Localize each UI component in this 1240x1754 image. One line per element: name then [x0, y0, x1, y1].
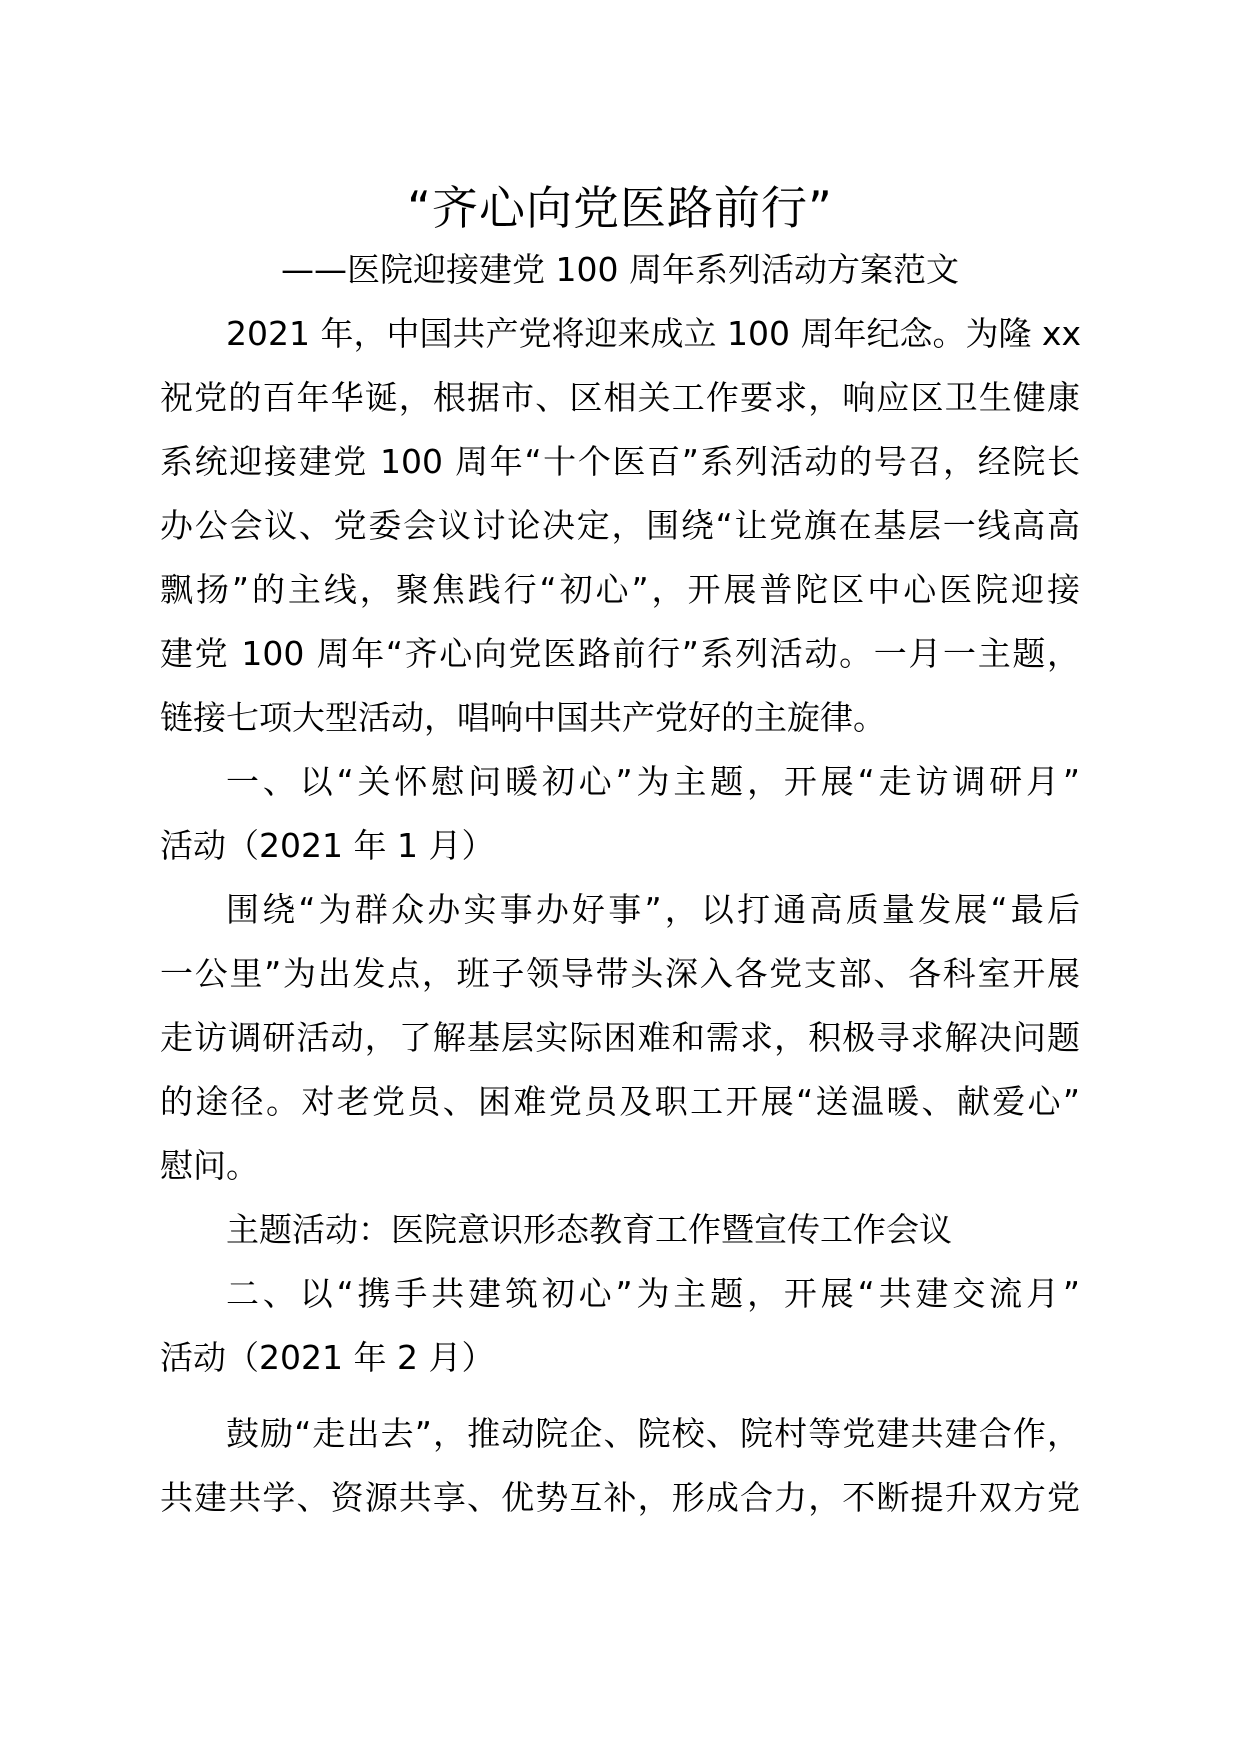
paragraph-line: 鼓励“走出去”，推动院企、院校、院村等党建共建合作， [226, 1414, 1080, 1453]
paragraph-line: 建党 100 周年“齐心向党医路前行”系列活动。一月一主题， [160, 634, 1080, 673]
paragraph-line: 链接七项大型活动，唱响中国共产党好的主旋律。 [160, 698, 886, 737]
document-subtitle: ——医院迎接建党 100 周年系列活动方案范文 [281, 250, 959, 289]
paragraph-line: 2021 年，中国共产党将迎来成立 100 周年纪念。为隆 xx [226, 314, 1081, 353]
section-heading-line: 二、以“携手共建筑初心”为主题，开展“共建交流月” [226, 1274, 1080, 1313]
section-heading-line: 活动（2021 年 1 月） [160, 826, 495, 865]
paragraph-line: 的途径。对老党员、困难党员及职工开展“送温暖、献爱心” [160, 1082, 1080, 1121]
paragraph-line: 慰问。 [160, 1146, 259, 1185]
paragraph-line: 围绕“为群众办实事办好事”，以打通高质量发展“最后 [226, 890, 1080, 929]
paragraph-line: 共建共学、资源共享、优势互补，形成合力，不断提升双方党 [160, 1478, 1080, 1517]
paragraph-line: 走访调研活动，了解基层实际困难和需求，积极寻求解决问题 [160, 1018, 1080, 1057]
paragraph-line: 祝党的百年华诞，根据市、区相关工作要求，响应区卫生健康 [160, 378, 1080, 417]
paragraph-line: 一公里”为出发点，班子领导带头深入各党支部、各科室开展 [160, 954, 1080, 993]
theme-activity-line: 主题活动：医院意识形态教育工作暨宣传工作会议 [226, 1210, 952, 1249]
paragraph-line: 办公会议、党委会议讨论决定，围绕“让党旗在基层一线高高 [160, 506, 1080, 545]
paragraph-line: 系统迎接建党 100 周年“十个医百”系列活动的号召，经院长 [160, 442, 1080, 481]
document-title: “齐心向党医路前行” [407, 181, 833, 235]
section-heading-line: 一、以“关怀慰问暖初心”为主题，开展“走访调研月” [226, 762, 1080, 801]
paragraph-line: 飘扬”的主线，聚焦践行“初心”，开展普陀区中心医院迎接 [160, 570, 1080, 609]
section-heading-line: 活动（2021 年 2 月） [160, 1338, 495, 1377]
